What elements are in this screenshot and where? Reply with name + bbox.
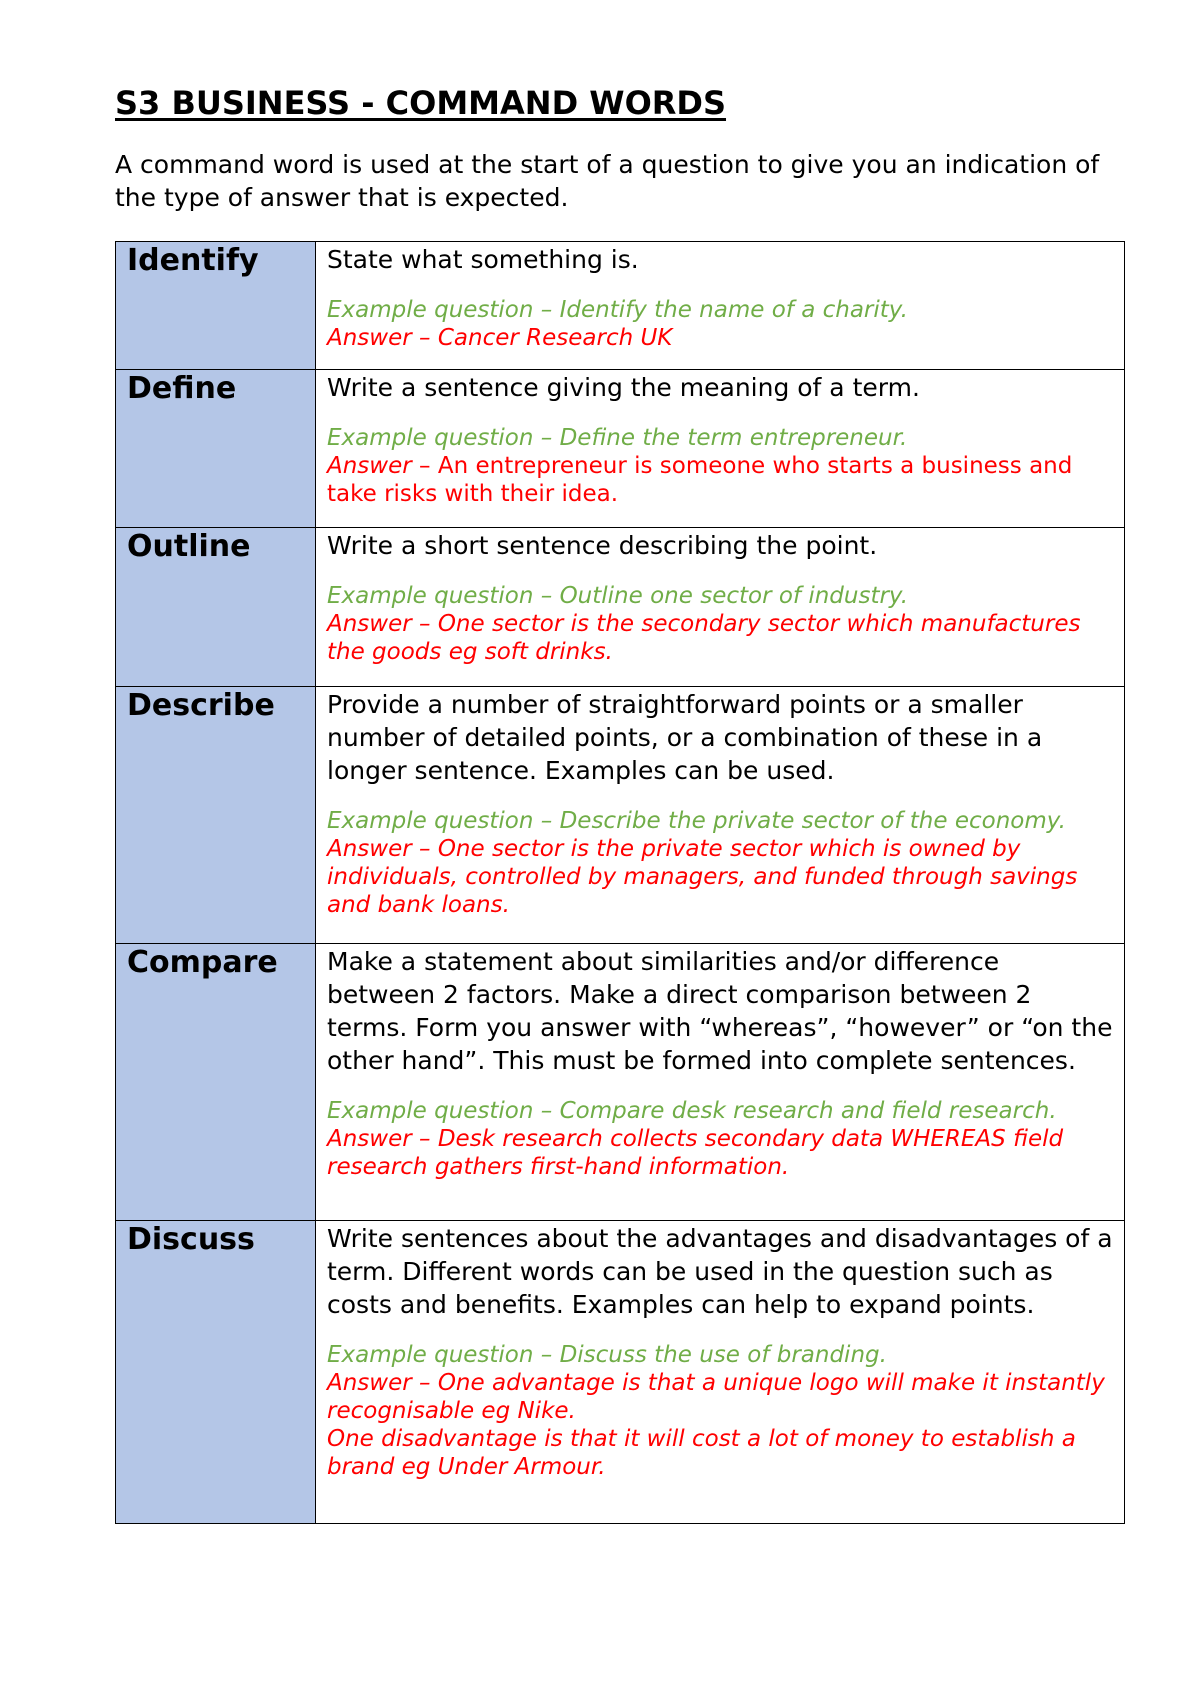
table-row	[116, 687, 1125, 944]
document-page	[115, 84, 1125, 1524]
table-row	[116, 370, 1125, 528]
term-cell: Discuss	[116, 1221, 316, 1524]
definition-text: Write a short sentence describing the point.	[327, 531, 878, 561]
table-row	[116, 944, 1125, 1221]
term-cell: Outline	[116, 528, 316, 687]
term-cell: Define	[116, 370, 316, 528]
definition-text: Make a statement about similarities and/or difference between 2 factors. Make a direct comparison between 2 terms. Form you answer with “whereas”, “however” or “on the other hand”. This must be formed into complete sentences.	[327, 947, 1113, 1076]
definition-text: Write sentences about the advantages and disadvantages of a term. Different words can be used in the question such as costs and benefits. Examples can help to expand points.	[327, 1224, 1113, 1320]
example-question: Example question – Compare desk research and field research.	[327, 1098, 1057, 1125]
intro-paragraph: A command word is used at the start of a question to give you an indication of the type of answer that is expected.	[115, 150, 1100, 213]
description-cell	[316, 687, 1125, 944]
example-question: Example question – Discuss the use of branding.	[327, 1342, 887, 1369]
example-question: Example question – Define the term entrepreneur.	[327, 425, 908, 452]
example-answer: Answer – One sector is the secondary sector which manufactures the goods eg soft drinks.	[327, 611, 1081, 666]
term-cell: Compare	[116, 944, 316, 1221]
answer-label: Answer	[327, 453, 412, 480]
example-answer: Answer – One sector is the private sector which is owned by individuals, controlled by managers, and funded through savings and bank loans.	[327, 836, 1078, 919]
term-cell: Describe	[116, 687, 316, 944]
description-cell	[316, 944, 1125, 1221]
example-answer-continued: One disadvantage is that it will cost a lot of money to establish a brand eg Under Armour.	[327, 1426, 1076, 1481]
definition-text: Write a sentence giving the meaning of a term.	[327, 373, 920, 403]
example-answer: Answer – Cancer Research UK	[327, 325, 673, 352]
description-cell	[316, 528, 1125, 687]
table-row	[116, 242, 1125, 370]
table-row	[116, 1221, 1125, 1524]
definition-text: Provide a number of straightforward points or a smaller number of detailed points, or a combination of these in a longer sentence. Examples can be used.	[327, 690, 1043, 786]
definition-text: State what something is.	[327, 245, 639, 275]
page-title: S3 BUSINESS - COMMAND WORDS	[115, 84, 727, 122]
description-cell	[316, 370, 1125, 528]
term-cell: Identify	[116, 242, 316, 370]
example-answer: Answer – Desk research collects secondary data WHEREAS field research gathers first-hand information.	[327, 1126, 1064, 1181]
example-question: Example question – Outline one sector of industry.	[327, 583, 909, 610]
example-answer: Answer – One advantage is that a unique logo will make it instantly recognisable eg Nike.	[327, 1370, 1105, 1425]
table-row	[116, 528, 1125, 687]
description-cell	[316, 1221, 1125, 1524]
example-question: Example question – Describe the private sector of the economy.	[327, 808, 1066, 835]
answer-body: – An entrepreneur is someone who starts a business and take risks with their idea.	[327, 453, 1073, 508]
example-question: Example question – Identify the name of a charity.	[327, 297, 908, 324]
description-cell	[316, 242, 1125, 370]
command-words-table	[115, 241, 1125, 1524]
example-answer	[327, 452, 1114, 508]
